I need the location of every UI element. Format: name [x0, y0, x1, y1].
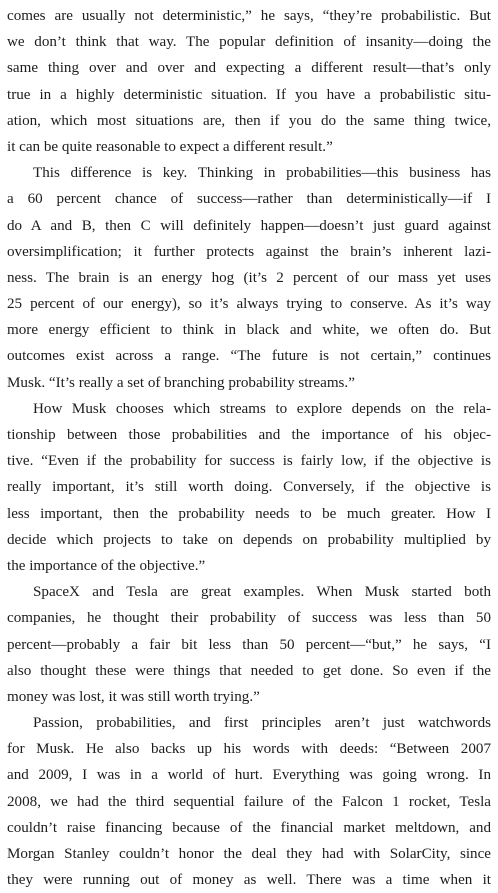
text-line: more energy efficient to think in black and white, we often do. But: [7, 322, 491, 339]
text-line: money was lost, it was still worth trying.”: [7, 688, 260, 705]
text-line: the importance of the objective.”: [7, 557, 206, 574]
text-line: same thing over and over and expecting a different result—that’s only: [7, 60, 491, 77]
text-line: couldn’t raise financing because of the financial market meltdown, and: [7, 819, 491, 836]
text-line: we don’t think that way. The popular definition of insanity—doing the: [7, 34, 491, 51]
text-line: Musk. “It’s really a set of branching probability streams.”: [7, 374, 355, 391]
text-line: also thought these were things that needed to get done. So even if the: [7, 662, 491, 679]
text-line: tive. “Even if the probability for success is fairly low, if the objective is: [7, 453, 491, 470]
text-line: companies, he thought their probability of success was less than 50: [7, 610, 491, 627]
text-line: percent—probably a fair bit less than 50 percent—“but,” he says, “I: [7, 636, 491, 653]
text-line: do A and B, then C will definitely happen—doesn’t just guard against: [7, 217, 491, 234]
text-line: outcomes exist across a range. “The future is not certain,” continues: [7, 348, 491, 365]
text-line: less important, then the probability needs to be much greater. How I: [7, 505, 491, 522]
text-line: a 60 percent chance of success—rather than deterministically—if I: [7, 191, 491, 208]
book-page: [7, 3, 491, 893]
paragraph-5: [7, 710, 491, 893]
text-line: oversimplification; it further protects against the brain’s inherent lazi-: [7, 243, 491, 260]
text-line: ness. The brain is an energy hog (it’s 2 percent of our mass yet uses: [7, 269, 491, 286]
text-line: 25 percent of our energy), so it’s always trying to conserve. As it’s way: [7, 296, 491, 313]
paragraph-1: [7, 3, 491, 160]
text-line: it can be quite reasonable to expect a different result.”: [7, 138, 333, 155]
text-line: SpaceX and Tesla are great examples. When Musk started both: [33, 584, 491, 601]
text-line: tionship between those probabilities and the importance of his objec-: [7, 427, 491, 443]
text-line: for Musk. He also backs up his words with deeds: “Between 2007: [7, 741, 491, 758]
paragraph-3: [7, 396, 491, 579]
text-line: Passion, probabilities, and first principles aren’t just watchwords: [33, 715, 491, 732]
text-line: really important, it’s still worth doing. Conversely, if the objective is: [7, 479, 491, 496]
text-line: 2008, we had the third sequential failure of the Falcon 1 rocket, Tesla: [7, 793, 491, 810]
paragraph-2: [7, 160, 491, 396]
text-line: Morgan Stanley couldn’t honor the deal they had with SolarCity, since: [7, 846, 491, 862]
text-line: they were running out of money as well. There was a time when it: [7, 872, 491, 889]
text-line: and 2009, I was in a world of hurt. Everything was going wrong. In: [7, 767, 491, 784]
text-line: ation, which most situations are, then if you do the same thing twice,: [7, 112, 491, 129]
text-line: This difference is key. Thinking in probabilities—this business has: [33, 165, 491, 182]
text-line: decide which projects to take on depends on probability multiplied by: [7, 531, 491, 548]
text-line: true in a highly deterministic situation. If you have a probabilistic situ-: [7, 86, 491, 103]
text-line: comes are usually not deterministic,” he says, “they’re probabilistic. But: [7, 8, 491, 24]
paragraph-4: [7, 579, 491, 710]
text-line: How Musk chooses which streams to explore depends on the rela-: [33, 400, 491, 417]
